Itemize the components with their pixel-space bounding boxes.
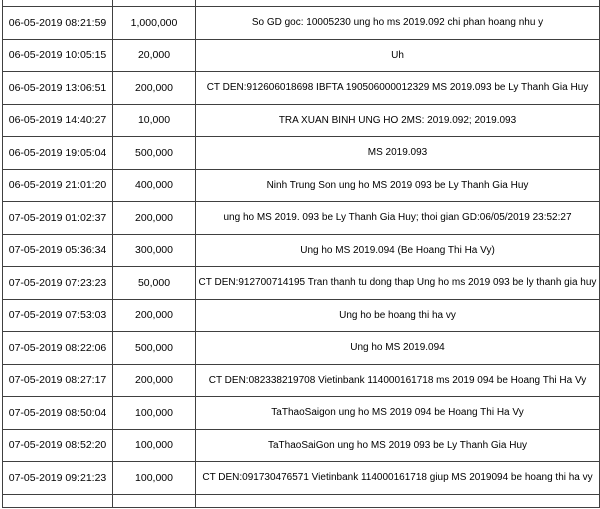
amount-cell: 100,000 bbox=[113, 462, 196, 495]
description-cell bbox=[196, 494, 600, 507]
datetime-cell: 06-05-2019 21:01:20 bbox=[3, 169, 113, 202]
amount-cell: 200,000 bbox=[113, 72, 196, 105]
table-row bbox=[3, 332, 600, 365]
table-body bbox=[3, 0, 600, 507]
amount-cell: 100,000 bbox=[113, 397, 196, 430]
amount-cell: 100,000 bbox=[113, 429, 196, 462]
table-row bbox=[3, 234, 600, 267]
amount-cell: 200,000 bbox=[113, 202, 196, 235]
amount-cell: 500,000 bbox=[113, 332, 196, 365]
amount-cell: 1,000,000 bbox=[113, 7, 196, 40]
table-row bbox=[3, 462, 600, 495]
datetime-cell: 07-05-2019 08:52:20 bbox=[3, 429, 113, 462]
description-cell: TaThaoSaigon ung ho MS 2019 094 be Hoang Thi Ha Vy bbox=[196, 397, 600, 430]
datetime-cell: 06-05-2019 14:40:27 bbox=[3, 104, 113, 137]
description-cell: ung ho MS 2019. 093 be Ly Thanh Gia Huy; thoi gian GD:06/05/2019 23:52:27 bbox=[196, 202, 600, 235]
amount-cell: 20,000 bbox=[113, 39, 196, 72]
description-cell: Uh bbox=[196, 39, 600, 72]
description-cell: Ung ho MS 2019.094 bbox=[196, 332, 600, 365]
table-row bbox=[3, 7, 600, 40]
table-row bbox=[3, 429, 600, 462]
table-row bbox=[3, 72, 600, 105]
table-row bbox=[3, 202, 600, 235]
datetime-cell: 07-05-2019 05:36:34 bbox=[3, 234, 113, 267]
table-row bbox=[3, 137, 600, 170]
description-cell: Ung ho MS 2019.094 (Be Hoang Thi Ha Vy) bbox=[196, 234, 600, 267]
amount-cell: 400,000 bbox=[113, 169, 196, 202]
description-cell: TRA XUAN BINH UNG HO 2MS: 2019.092; 2019.093 bbox=[196, 104, 600, 137]
amount-cell: 200,000 bbox=[113, 299, 196, 332]
amount-cell: 10,000 bbox=[113, 104, 196, 137]
amount-cell: 50,000 bbox=[113, 267, 196, 300]
table-row bbox=[3, 39, 600, 72]
description-cell: CT DEN:912606018698 IBFTA 190506000012329 MS 2019.093 be Ly Thanh Gia Huy bbox=[196, 72, 600, 105]
datetime-cell: 06-05-2019 13:06:51 bbox=[3, 72, 113, 105]
table-row bbox=[3, 104, 600, 137]
datetime-cell: 07-05-2019 08:27:17 bbox=[3, 364, 113, 397]
description-cell: CT DEN:091730476571 Vietinbank 114000161718 giup MS 2019094 be hoang thi ha vy bbox=[196, 462, 600, 495]
description-cell: Ninh Trung Son ung ho MS 2019 093 be Ly Thanh Gia Huy bbox=[196, 169, 600, 202]
table-row bbox=[3, 397, 600, 430]
description-cell: MS 2019.093 bbox=[196, 137, 600, 170]
table-row bbox=[3, 299, 600, 332]
transactions-table bbox=[2, 0, 600, 508]
description-cell: CT DEN:082338219708 Vietinbank 114000161718 ms 2019 094 be Hoang Thi Ha Vy bbox=[196, 364, 600, 397]
table-row bbox=[3, 364, 600, 397]
amount-cell: 500,000 bbox=[113, 137, 196, 170]
description-cell: So GD goc: 10005230 ung ho ms 2019.092 chi phan hoang nhu y bbox=[196, 7, 600, 40]
datetime-cell: 07-05-2019 07:23:23 bbox=[3, 267, 113, 300]
table-row bbox=[3, 267, 600, 300]
description-cell: CT DEN:912700714195 Tran thanh tu dong thap Ung ho ms 2019 093 be ly thanh gia huy bbox=[196, 267, 600, 300]
amount-cell bbox=[113, 494, 196, 507]
datetime-cell: 07-05-2019 08:50:04 bbox=[3, 397, 113, 430]
datetime-cell bbox=[3, 494, 113, 507]
amount-cell: 300,000 bbox=[113, 234, 196, 267]
datetime-cell: 07-05-2019 09:21:23 bbox=[3, 462, 113, 495]
table-row bbox=[3, 169, 600, 202]
datetime-cell: 07-05-2019 01:02:37 bbox=[3, 202, 113, 235]
datetime-cell: 06-05-2019 08:21:59 bbox=[3, 7, 113, 40]
description-cell: TaThaoSaiGon ung ho MS 2019 093 be Ly Thanh Gia Huy bbox=[196, 429, 600, 462]
amount-cell: 200,000 bbox=[113, 364, 196, 397]
partial-row-bottom bbox=[3, 494, 600, 507]
datetime-cell: 06-05-2019 19:05:04 bbox=[3, 137, 113, 170]
datetime-cell: 07-05-2019 08:22:06 bbox=[3, 332, 113, 365]
datetime-cell: 07-05-2019 07:53:03 bbox=[3, 299, 113, 332]
datetime-cell: 06-05-2019 10:05:15 bbox=[3, 39, 113, 72]
description-cell: Ung ho be hoang thi ha vy bbox=[196, 299, 600, 332]
